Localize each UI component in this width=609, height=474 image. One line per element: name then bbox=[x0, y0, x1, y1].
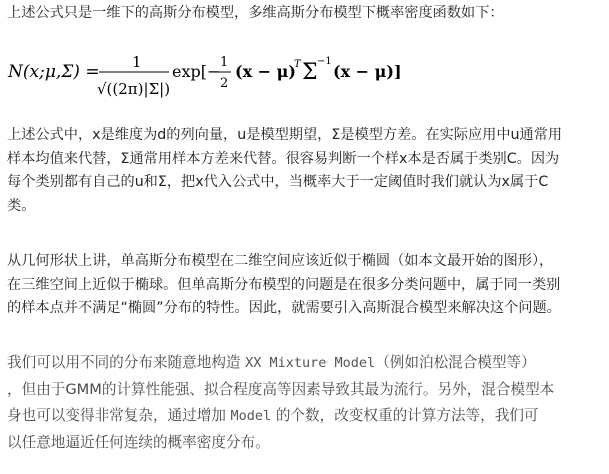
paragraph2-line: 的样本点并不满足“椭圆”分布的特性。因此，就需要引入高斯混合模型来解决这个问题。 bbox=[7, 300, 561, 316]
paragraph-geometry bbox=[7, 250, 605, 321]
formula-numerator: 1 bbox=[132, 53, 142, 71]
paragraph3-line bbox=[7, 350, 605, 377]
inline-code-model: Model bbox=[230, 408, 272, 424]
formula-lhs: N(x;μ,Σ) = bbox=[8, 62, 100, 82]
formula-half-numerator: 1 bbox=[220, 55, 229, 70]
formula-term1: (x − μ) bbox=[235, 62, 296, 81]
paragraph3-line: 以任意地逼近任何连续的概率密度分布。 bbox=[7, 433, 270, 451]
paragraph3-text: （例如泊松混合模型等） bbox=[375, 354, 536, 371]
paragraph1-line: 上述公式中，x是维度为d的列向量，u是模型期望，Σ是模型方差。在实际应用中u通常用 bbox=[7, 127, 563, 143]
paragraph1-line: 每个类别都有自己的u和Σ，把x代入公式中，当概率大于一定阈值时我们就认为x属于C bbox=[7, 174, 549, 190]
paragraph2-line: 从几何形状上讲，单高斯分布模型在二维空间应该近似于椭圆（如本文最开始的图形）， bbox=[7, 253, 554, 269]
paragraph1-line: 样本均值来代替，Σ通常用样本方差来代替。很容易判断一个样x本是否属于类别C。因为 bbox=[7, 150, 560, 167]
paragraph2-line: 在三维空间上近似于椭球。但单高斯分布模型的问题是在很多分类问题中，属于同一类别 bbox=[7, 276, 561, 293]
paragraph3-text: 身也可以变得非常复杂，通过增加 bbox=[7, 407, 231, 424]
gaussian-formula bbox=[4, 44, 402, 104]
paragraph-definitions bbox=[7, 124, 605, 218]
paragraph-mixture bbox=[7, 350, 605, 456]
paragraph3-line: ，但由于GMM的计算性能强、拟合程度高等因素导致其最为流行。另外，混合模型本 bbox=[7, 380, 555, 398]
intro-line: 上述公式只是一维下的高斯分布模型，多维高斯分布模型下概率密度函数如下： bbox=[7, 5, 504, 21]
formula-denominator: √((2π)|Σ|) bbox=[97, 80, 171, 98]
intro-text bbox=[7, 2, 605, 26]
formula-term2: (x − μ)] bbox=[333, 62, 402, 81]
formula-sigma: Σ bbox=[302, 60, 318, 85]
formula-transpose: T bbox=[294, 59, 301, 70]
formula-exp: exp[− bbox=[172, 62, 221, 81]
formula-inverse: −1 bbox=[317, 56, 332, 67]
formula-half-denominator: 2 bbox=[220, 76, 229, 91]
paragraph3-text: 我们可以用不同的分布来随意地构造 bbox=[7, 354, 246, 371]
paragraph1-line: 类。 bbox=[7, 197, 36, 214]
paragraph3-line bbox=[7, 403, 605, 430]
paragraph3-text: 的个数，改变权重的计算方法等，我们可 bbox=[271, 407, 539, 424]
formula-svg bbox=[4, 44, 402, 104]
inline-code-mixture-model: XX Mixture Model bbox=[245, 355, 376, 371]
